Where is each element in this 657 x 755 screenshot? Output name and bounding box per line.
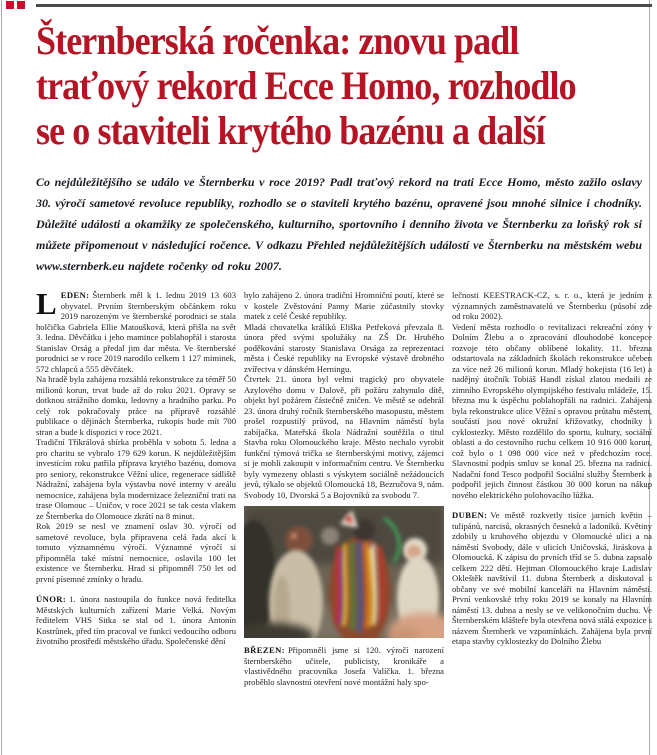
article-columns [36,290,653,755]
drop-cap: L [36,290,57,321]
paragraph-leden [36,290,236,374]
month-label-unor: ÚNOR: [36,594,67,604]
red-square-marker [6,1,14,9]
paragraph: Čtvrtek 21. února byl velmi tragický pro obyvatele Azylového domu v Dalově, při požáru zahynulo dítě, objekt byl požárem částečně zničen. Ve městě se odehrál 23. února druhý ročník šternberského masopustu, městem prošel rozpustilý průvod, na Hlavním náměstí byla zabíjačka. Mateřská škola Nádražní soutěžila o titul Stavba roku Olomouckého kraje. Město nechalo vyrobit funkční týmová trička se šternberskými motivy, zájemci si je mohli zakoupit v informačním centru. Ve Šternberku byly vymezeny oblasti s výskytem sociálně nežádoucích jevů, týkalo se objektů Olomoucká 18, Bezručova 9, nám. Svobody 10, Dvorská 5 a Bojovníků za svobodu 7. [244,374,444,500]
paragraph: Mladá chovatelka králíků Eliška Petřeková převzala 8. února před svými spolužáky na ZŠ Dr. Hrubého poděkování starosty Stanislava Orsága za reprezentaci města i České republiky na Evropské výstavě drobného zvířectva v dánském Herningu. [244,321,444,374]
paragraph-duben [452,510,652,647]
paragraph-text: Šternberk měl k 1. lednu 2019 13 603 obyvatel. Prvním šternberským občánkem roku 2019 narozeným ve šternberské porodnici se stala holčička Gabriela Ellie Matoušková, která přišla na svět 3. ledna. Děvčátku i jeho mamince poblahopřál i starosta Stanislav Orság a předal jim dar města. Ve šternberské porodnici se v roce 2019 narodilo celkem 1 127 miminek, 572 chlapců a 555 děvčátek. [36,290,236,374]
month-label-brezen: BŘEZEN: [244,645,286,655]
paragraph-text: 1. února nastoupila do funkce nová ředitelka Městských kulturních zařízení Marie Velká. Novým ředitelem VHS Sitka se stal od 1. února Antonín Kostrůnek, před tím pracoval ve funkci vedoucího odboru životního prostředí městského úřadu. Společenské dění [36,594,236,646]
column-1 [36,290,236,755]
paragraph: Vedení města rozhodlo o revitalizaci rekreační zóny v Dolním Žlebu a o zpracování dlouhodobé koncepce rozvoje této občany oblíbené lokality. 11. března odstartovala na základních školách rekonstrukce učeben za více než 26 milionů korun. Mladý hokejista (16 let) a nadějný útočník Tobiáš Handl získal zlatou medaili ze zimního Evropského olympijského festivalu mládeže, 15. března mu k úspěchu poblahopřáli na radnici. Zahájena byla rekonstrukce ulice Věžní s opravou průtahu městem, součástí jsou nové okružní křižovatky, chodníky i cyklostezky. Město rozdělilo do sportu, kultury, sociální oblasti a do cestovního ruchu celkem 10 916 000 korun, což bylo o 1 098 000 více než v předchozím roce. Slavnostní podpis smluv se konal 25. března na radnici. Nadační fond Tesco podpořil Sociální služby Šternberk a podpořil jejich činnost částkou 30 000 korun na nákup nového elektrického polohovacího lůžka. [452,321,652,500]
intro-paragraph: Co nejdůležitějšího se událo ve Šternberku v roce 2019? Padl traťový rekord na trati Ecce Homo, město zažilo oslavy 30. výročí sametové revoluce republiky, rozhodlo se o staviteli krytého bazénu, opravené jsou mnohé silnice i chodníky. Důležité události a okamžiky ze společenského, kulturního, sportovního i denního života ve Šternberku za loňský rok si můžete připomenout v následující ročence. V odkazu Přehled nejdůležitějších událostí ve Šternberku na městském webu www.sternberk.eu najdete ročenky od roku 2007. [36,175,642,273]
page-edge-line-left [1,0,2,755]
paragraph-text: Připomněli jsme si 120. výročí narození šternberského učitele, publicisty, kronikáře a vlastivědného pracovníka Josefa Valíčka. 1. března proběhlo slavnostní otevření nové montážní haly spo- [244,645,444,687]
month-label-leden: EDEN: [60,290,90,300]
article-title-line-2: traťový rekord Ecce Homo, rozhodlo [36,63,576,108]
paragraph-text: Ve městě rozkvetly tisíce jarních květin – tulipánů, narcisů, okrasných česneků a ladoníků. Květiny zdobily u kruhového objezdu v Olomoucké ulici a na náměstí Svobody, dále v ulicích Uničovská, Jiráskova a Olomoucká. K zápisu do prvních tříd se 5. dubna zapsalo celkem 222 dětí. Hejtman Olomouckého kraje Ladislav Okleštěk navštívil 11. dubna Šternberk a diskutoval s občany ve své mobilní kanceláři na Hlavním náměstí. První venkovské trhy roku 2019 se konaly na Hlavním náměstí 13. dubna a nesly se ve velikonočním duchu. Ve Šternberském klášteře byla otevřena nová stálá expozice s názvem Šternberk ve vzpomínkách. Zahájena byla první etapa stavby cyklostezky do Dolního Žlebu [452,510,652,646]
paragraph: Rok 2019 se nesl ve znamení oslav 30. výročí od sametové revoluce, byla připravena celá řada akcí k tomuto významnému výročí. Významné výročí si připomněla také místní nemocnice, oslavila 100 let existence ve Šternberku. Hrad si připomněl 750 let od první písemné zmínky o hradu. [36,521,236,584]
article-title-line-1: Šternberská ročenka: znovu padl [36,18,519,63]
masopust-photo-image [244,506,444,638]
paragraph: Tradiční Tříkrálová sbírka proběhla v sobotu 5. ledna a pro charitu se vybralo 179 629 korun. K nejdůležitějším investicím roku patřila příprava krytého bazénu, domova pro seniory, rekonstrukce Věžní ulice, regenerace sídliště Nádražní, zahájena byla výstavba nové interny v areálu nemocnice, zahájena byla modernizace železniční trati na trase Olomouc – Uničov, v roce 2021 se tak cesta vlakem ze Šternberka do Olomouce zkrátí na 8 minut. [36,437,236,521]
paragraph: lečnosti KEESTRACK-CZ, s. r. o., která je jedním z významných zaměstnavatelů ve Šternberku (působí zde od roku 2002). [452,290,652,321]
paragraph: bylo zahájeno 2. února tradiční Hromniční poutí, které se v kostele Zvěstování Panny Marie zúčastnily stovky matek z celé České republiky. [244,290,444,321]
masopust-photo [244,506,444,638]
column-2 [244,290,444,755]
paragraph-unor [36,594,236,647]
paragraph-brezen [244,645,444,687]
red-square-marker [17,1,25,9]
article-title [36,18,656,153]
month-label-duben: DUBEN: [452,510,488,520]
article-title-line-3: se o staviteli krytého bazénu a další [36,108,545,153]
column-3 [452,290,652,755]
paragraph: Na hradě byla zahájena rozsáhlá rekonstrukce za téměř 50 milionů korun, trvat bude až do roku 2021. Opravy se dotknou strážního domku, ledovny a hradního parku. Po celý rok pokračovaly práce na přípravě rozsáhlé publikace o dějinách Šternberka, rukopis bude mít 700 stran a bude k dispozici v roce 2021. [36,374,236,437]
top-rule [36,4,652,7]
